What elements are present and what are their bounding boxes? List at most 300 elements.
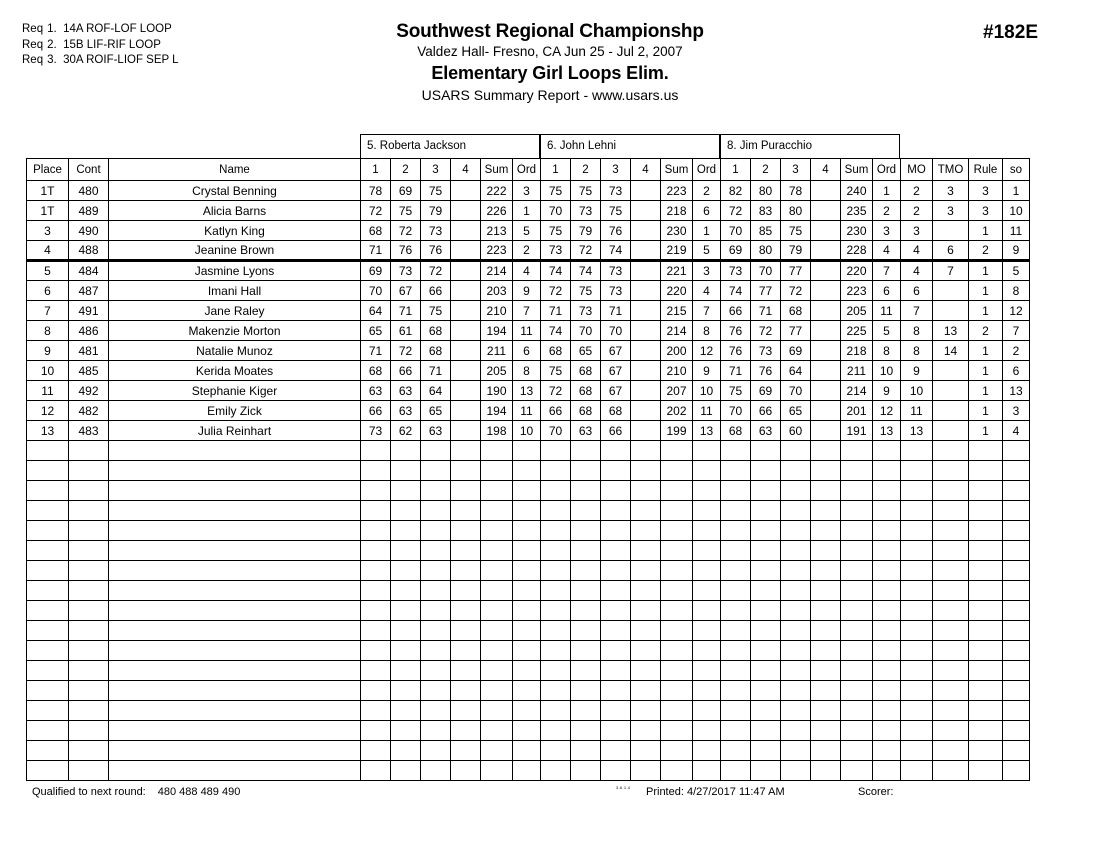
cell-judge3-ord: 8 [873,341,901,361]
cell-judge3-mark2 [751,641,781,661]
cell-judge2-ord [693,661,721,681]
cell-rule: 2 [969,321,1003,341]
cell-name: Jeanine Brown [109,241,361,261]
cell-judge1-mark4 [451,401,481,421]
cell-judge3-mark2: 70 [751,261,781,281]
cell-judge2-sum [661,741,693,761]
cell-judge2-mark1 [541,541,571,561]
cell-judge1-ord [513,621,541,641]
cell-judge3-mark2 [751,621,781,641]
cell-cont: 480 [69,181,109,201]
qualified-ids: 480 488 489 490 [157,786,241,798]
cell-rule: 1 [969,341,1003,361]
requirement-item [22,22,179,38]
cell-judge2-sum [661,681,693,701]
cell-judge3-mark2 [751,461,781,481]
col-header-mo: MO [901,159,933,181]
cell-judge3-mark1: 73 [721,261,751,281]
cell-judge2-ord [693,501,721,521]
cell-judge3-mark1 [721,621,751,641]
cell-judge2-mark2: 63 [571,421,601,441]
cell-judge3-sum [841,461,873,481]
cell-judge2-mark2 [571,621,601,641]
cell-name [109,481,361,501]
cell-so: 8 [1003,281,1030,301]
cell-place [27,501,69,521]
cell-judge2-ord: 1 [693,221,721,241]
cell-place [27,721,69,741]
table-row-empty [27,581,1030,601]
cell-judge2-mark2: 74 [571,261,601,281]
cell-name [109,561,361,581]
cell-judge3-mark4 [811,441,841,461]
cell-judge1-ord [513,541,541,561]
cell-judge3-mark2 [751,761,781,781]
cell-judge3-sum: 191 [841,421,873,441]
cell-tmo [933,361,969,381]
cell-judge1-sum [481,581,513,601]
cell-judge3-mark4 [811,361,841,381]
table-row [27,401,1030,421]
cell-mo: 6 [901,281,933,301]
cell-judge1-mark2 [391,681,421,701]
cell-cont [69,521,109,541]
cell-judge3-mark3: 64 [781,361,811,381]
cell-judge3-mark1 [721,561,751,581]
col-header-j2-mark3: 3 [601,159,631,181]
cell-judge3-mark1: 76 [721,321,751,341]
cell-judge3-mark2: 73 [751,341,781,361]
cell-judge1-mark4 [451,581,481,601]
cell-judge3-mark3 [781,741,811,761]
qualified-label: Qualified to next round: [32,786,146,798]
cell-judge3-mark3: 70 [781,381,811,401]
cell-cont [69,761,109,781]
cell-cont [69,441,109,461]
cell-judge2-mark3: 75 [601,201,631,221]
cell-judge3-sum [841,601,873,621]
cell-judge3-mark1 [721,521,751,541]
cell-judge1-mark3: 68 [421,321,451,341]
cell-judge2-mark4 [631,381,661,401]
table-row-empty [27,701,1030,721]
cell-judge2-ord [693,621,721,641]
cell-judge3-mark3: 72 [781,281,811,301]
cell-place: 1T [27,181,69,201]
cell-judge2-mark3 [601,681,631,701]
cell-judge1-mark1 [361,541,391,561]
cell-judge2-mark4 [631,401,661,421]
cell-place [27,681,69,701]
cell-cont: 482 [69,401,109,421]
cell-name [109,441,361,461]
cell-judge2-mark1 [541,681,571,701]
cell-tmo [933,481,969,501]
cell-judge1-mark4 [451,321,481,341]
cell-name [109,601,361,621]
cell-judge3-mark1: 70 [721,221,751,241]
cell-name [109,641,361,661]
cell-judge1-mark4 [451,241,481,261]
cell-judge1-mark4 [451,481,481,501]
cell-cont: 486 [69,321,109,341]
cell-judge3-sum [841,581,873,601]
cell-judge3-mark4 [811,301,841,321]
cell-judge1-mark3: 76 [421,241,451,261]
cell-mo [901,521,933,541]
cell-judge1-mark3: 72 [421,261,451,281]
cell-mo [901,581,933,601]
cell-judge3-mark4 [811,201,841,221]
cell-judge3-mark4 [811,561,841,581]
cell-rule [969,701,1003,721]
cell-judge2-sum [661,441,693,461]
cell-judge2-mark3: 66 [601,421,631,441]
table-row-empty [27,621,1030,641]
cell-name: Imani Hall [109,281,361,301]
cell-judge3-mark3 [781,701,811,721]
cell-judge2-ord [693,681,721,701]
cell-judge3-mark1: 71 [721,361,751,381]
cell-judge1-mark3 [421,521,451,541]
cell-judge2-mark1 [541,661,571,681]
table-body [27,181,1030,781]
cell-judge3-mark3 [781,521,811,541]
cell-mo: 9 [901,361,933,381]
cell-judge2-mark2 [571,701,601,721]
cell-judge2-sum [661,641,693,661]
cell-judge3-ord [873,521,901,541]
cell-judge2-mark1 [541,741,571,761]
cell-judge1-mark1: 78 [361,181,391,201]
cell-judge1-mark4 [451,181,481,201]
cell-judge1-mark4 [451,361,481,381]
cell-judge2-sum [661,581,693,601]
cell-judge2-mark4 [631,301,661,321]
table-row [27,201,1030,221]
cell-judge1-mark2: 72 [391,221,421,241]
cell-judge2-ord [693,461,721,481]
cell-judge1-sum [481,481,513,501]
cell-judge1-mark1 [361,481,391,501]
cell-so [1003,661,1030,681]
cell-judge3-mark1: 66 [721,301,751,321]
cell-so [1003,721,1030,741]
cell-judge3-mark2 [751,681,781,701]
cell-cont: 491 [69,301,109,321]
cell-judge2-ord: 9 [693,361,721,381]
event-number: #182E [983,22,1038,43]
cell-judge2-mark3: 68 [601,401,631,421]
judge-name-band [26,134,1034,158]
cell-judge3-ord [873,481,901,501]
cell-judge1-mark3: 66 [421,281,451,301]
cell-judge1-mark3 [421,721,451,741]
cell-judge1-sum [481,501,513,521]
cell-place [27,581,69,601]
cell-judge1-mark4 [451,661,481,681]
cell-judge1-mark1: 63 [361,381,391,401]
cell-judge3-mark3 [781,681,811,701]
cell-tmo [933,461,969,481]
cell-name: Stephanie Kiger [109,381,361,401]
requirement-number: 2. [47,38,57,51]
cell-judge2-sum [661,561,693,581]
cell-place: 6 [27,281,69,301]
judge-header-3: 8. Jim Puracchio [720,134,900,158]
cell-judge3-sum [841,681,873,701]
cell-judge2-mark3 [601,641,631,661]
cell-name [109,661,361,681]
cell-name [109,541,361,561]
col-header-j1-sum: Sum [481,159,513,181]
cell-judge1-ord [513,601,541,621]
cell-judge2-mark4 [631,741,661,761]
cell-judge1-mark3 [421,481,451,501]
cell-mo [901,601,933,621]
version-stamp: 3.6.1.4 [616,785,631,790]
cell-judge3-mark1: 72 [721,201,751,221]
cell-judge3-mark2: 83 [751,201,781,221]
cell-judge1-sum [481,541,513,561]
cell-judge3-mark4 [811,481,841,501]
cell-judge3-mark3: 80 [781,201,811,221]
cell-cont: 483 [69,421,109,441]
cell-mo: 3 [901,221,933,241]
cell-judge2-mark2 [571,741,601,761]
cell-name [109,721,361,741]
cell-judge3-mark3 [781,601,811,621]
cell-rule [969,541,1003,561]
cell-judge2-mark2 [571,761,601,781]
cell-cont: 481 [69,341,109,361]
cell-judge3-mark3 [781,541,811,561]
cell-name: Katlyn King [109,221,361,241]
cell-place [27,621,69,641]
cell-judge2-mark3: 73 [601,261,631,281]
cell-name: Jane Raley [109,301,361,321]
cell-judge3-mark4 [811,401,841,421]
cell-name: Crystal Benning [109,181,361,201]
cell-judge2-mark1: 75 [541,361,571,381]
cell-judge1-mark3: 75 [421,301,451,321]
cell-mo: 8 [901,341,933,361]
cell-judge3-mark2: 71 [751,301,781,321]
cell-judge2-sum: 218 [661,201,693,221]
cell-so [1003,701,1030,721]
cell-judge1-mark4 [451,601,481,621]
cell-judge2-mark2 [571,441,601,461]
cell-judge2-mark2 [571,461,601,481]
col-header-j2-ord: Ord [693,159,721,181]
cell-judge3-mark2 [751,741,781,761]
cell-judge2-mark4 [631,361,661,381]
cell-judge1-mark1 [361,661,391,681]
cell-place [27,481,69,501]
cell-judge2-mark3: 76 [601,221,631,241]
cell-place [27,461,69,481]
cell-judge2-mark2 [571,721,601,741]
cell-judge2-mark1: 74 [541,261,571,281]
cell-judge2-ord: 2 [693,181,721,201]
cell-tmo: 14 [933,341,969,361]
cell-judge1-mark1 [361,621,391,641]
cell-judge1-ord [513,701,541,721]
cell-judge1-mark1: 65 [361,321,391,341]
cell-cont: 487 [69,281,109,301]
table-row-empty [27,641,1030,661]
cell-judge1-mark4 [451,421,481,441]
cell-judge1-mark2: 67 [391,281,421,301]
cell-cont [69,601,109,621]
cell-judge2-mark3 [601,461,631,481]
cell-judge1-sum [481,741,513,761]
cell-judge2-ord [693,761,721,781]
cell-name: Emily Zick [109,401,361,421]
cell-so: 7 [1003,321,1030,341]
col-header-j1-mark4: 4 [451,159,481,181]
col-header-j3-mark2: 2 [751,159,781,181]
cell-judge3-mark3: 77 [781,261,811,281]
cell-judge1-mark3: 64 [421,381,451,401]
cell-judge3-sum: 201 [841,401,873,421]
cell-judge3-mark1: 69 [721,241,751,261]
cell-judge3-sum [841,501,873,521]
cell-cont [69,481,109,501]
col-header-j3-ord: Ord [873,159,901,181]
cell-judge1-mark1: 69 [361,261,391,281]
cell-cont [69,541,109,561]
cell-tmo [933,601,969,621]
cell-judge2-mark3: 67 [601,361,631,381]
cell-judge1-mark2: 75 [391,201,421,221]
cell-judge1-mark4 [451,521,481,541]
cell-judge1-mark1: 72 [361,201,391,221]
cell-judge1-mark4 [451,701,481,721]
cell-mo [901,501,933,521]
cell-judge3-mark2 [751,701,781,721]
cell-judge2-mark3 [601,561,631,581]
cell-place [27,701,69,721]
cell-judge1-sum [481,721,513,741]
cell-tmo [933,761,969,781]
table-row-empty [27,461,1030,481]
cell-judge1-mark4 [451,721,481,741]
cell-judge1-mark1 [361,581,391,601]
cell-judge1-mark3: 79 [421,201,451,221]
cell-judge2-mark3 [601,441,631,461]
cell-judge1-mark2: 63 [391,401,421,421]
cell-tmo [933,681,969,701]
cell-judge3-sum: 228 [841,241,873,261]
cell-so: 1 [1003,181,1030,201]
cell-judge3-ord [873,541,901,561]
cell-place [27,601,69,621]
cell-judge3-mark3: 68 [781,301,811,321]
cell-judge1-sum [481,761,513,781]
cell-judge1-mark1: 73 [361,421,391,441]
cell-name [109,581,361,601]
cell-judge1-mark1: 68 [361,361,391,381]
table-row [27,221,1030,241]
cell-judge3-mark4 [811,381,841,401]
cell-cont [69,641,109,661]
table-row [27,341,1030,361]
cell-tmo [933,441,969,461]
cell-judge3-ord [873,561,901,581]
cell-cont: 492 [69,381,109,401]
cell-judge1-mark4 [451,221,481,241]
cell-judge2-sum: 223 [661,181,693,201]
cell-judge1-mark2 [391,561,421,581]
cell-judge3-mark4 [811,641,841,661]
cell-judge2-sum [661,761,693,781]
cell-judge2-mark1: 73 [541,241,571,261]
cell-name: Makenzie Morton [109,321,361,341]
cell-judge3-ord: 6 [873,281,901,301]
cell-name: Julia Reinhart [109,421,361,441]
cell-judge3-sum: 223 [841,281,873,301]
cell-judge1-mark3: 65 [421,401,451,421]
cell-judge1-mark1 [361,681,391,701]
cell-judge2-mark1: 72 [541,281,571,301]
cell-place [27,741,69,761]
cell-judge3-sum [841,701,873,721]
table-row-empty [27,741,1030,761]
cell-judge3-mark3 [781,661,811,681]
cell-judge2-mark3: 70 [601,321,631,341]
cell-judge1-ord: 9 [513,281,541,301]
cell-mo: 2 [901,181,933,201]
col-header-j2-mark1: 1 [541,159,571,181]
cell-judge2-ord [693,561,721,581]
cell-judge3-mark1 [721,501,751,521]
cell-rule [969,681,1003,701]
cell-judge2-ord [693,521,721,541]
cell-judge3-ord [873,701,901,721]
cell-judge2-mark1: 72 [541,381,571,401]
cell-so [1003,681,1030,701]
cell-judge1-mark2 [391,721,421,741]
cell-judge1-ord [513,481,541,501]
qualified-note [32,786,240,798]
cell-judge1-mark2: 69 [391,181,421,201]
cell-judge3-mark4 [811,721,841,741]
cell-judge1-mark3 [421,661,451,681]
col-header-j1-mark2: 2 [391,159,421,181]
cell-judge2-ord [693,741,721,761]
cell-judge1-mark2 [391,661,421,681]
cell-judge3-mark1 [721,721,751,741]
cell-judge3-mark1: 75 [721,381,751,401]
cell-tmo [933,701,969,721]
cell-judge1-mark1 [361,761,391,781]
cell-judge3-sum: 225 [841,321,873,341]
cell-tmo [933,301,969,321]
cell-judge3-sum [841,741,873,761]
cell-cont [69,701,109,721]
cell-judge1-sum [481,441,513,461]
cell-judge1-mark4 [451,201,481,221]
table-row [27,241,1030,261]
cell-mo: 11 [901,401,933,421]
cell-tmo [933,281,969,301]
cell-judge1-ord [513,641,541,661]
cell-cont: 488 [69,241,109,261]
cell-mo [901,541,933,561]
cell-judge2-mark4 [631,441,661,461]
cell-judge3-ord: 1 [873,181,901,201]
